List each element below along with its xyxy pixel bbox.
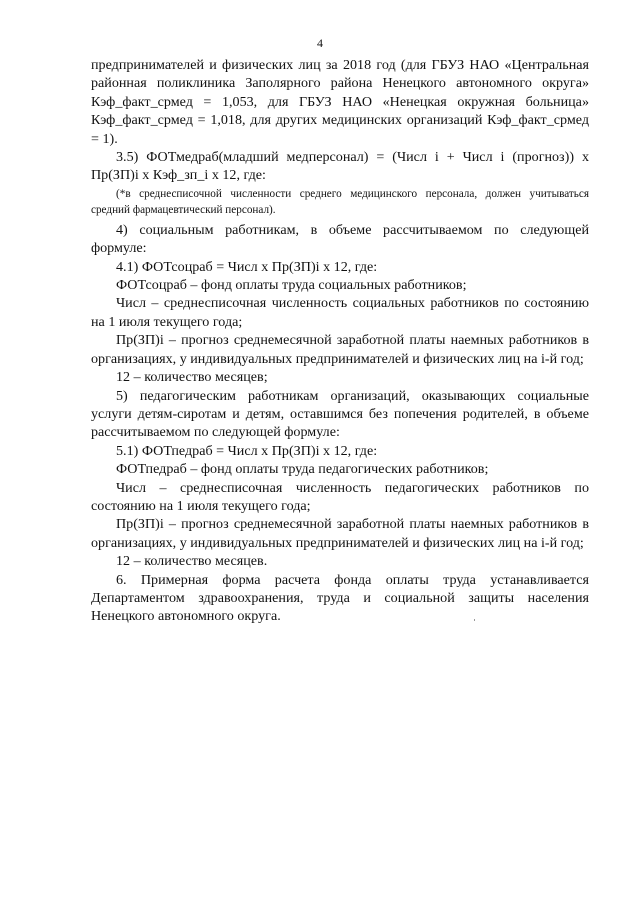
definition-fot-social: ФОТсоцраб – фонд оплаты труда социальных работников;	[116, 277, 467, 294]
footnote-pharmacy: (*в среднесписочной численности среднего медицинского персонала, должен учитываться средний фармацевтический персонал).	[91, 187, 589, 216]
formula-5-1: 5.1) ФОТпедраб = Числ х Пр(ЗП)i х 12, где:	[116, 442, 378, 459]
formula-4-1: 4.1) ФОТсоцраб = Числ х Пр(ЗП)i х 12, где:	[116, 258, 378, 275]
definition-headcount-pedagogical: Числ – среднесписочная численность педагогических работников по состоянию на 1 июля текущего года;	[91, 479, 589, 514]
item-5-pedagogical-workers: 5) педагогическим работникам организаций, оказывающих социальные услуги детям-сиротам и детям, оставшимся без попечения родителей, в объеме рассчитываемом по следующей формуле:	[91, 387, 589, 441]
definition-headcount-social: Числ – среднесписочная численность социальных работников по состоянию на 1 июля текущего года;	[91, 295, 589, 330]
paragraph-continuation: предпринимателей и физических лиц за 2018 год (для ГБУЗ НАО «Центральная районная поликлиника Заполярного района Ненецкого автономного округа» Кэф_факт_срмед = 1,053, для ГБУЗ НАО «Ненецкая окружная больница» Кэф_факт_срмед = 1,018, для других медицинских организаций Кэф_факт_срмед = 1).	[91, 57, 589, 147]
item-6-approximate-form: 6. Примерная форма расчета фонда оплаты труда устанавливается Департаментом здравоохранения, труда и социальной защиты населения Ненецкого автономного округа.	[91, 571, 589, 625]
definition-months-2: 12 – количество месяцев.	[116, 553, 268, 570]
definition-salary-forecast-1: Пр(ЗП)i – прогноз среднемесячной заработной платы наемных работников в организациях, у индивидуальных предпринимателей и физических лиц на i-й год;	[91, 332, 589, 367]
scan-dot	[474, 619, 475, 621]
formula-3-5: 3.5) ФОТмедраб(младший медперсонал) = (Числ i + Числ i (прогноз)) х Пр(ЗП)i х Кэф_зп_i х 12, где:	[91, 149, 589, 184]
item-4-social-workers: 4) социальным работникам, в объеме рассчитываемом по следующей формуле:	[91, 221, 589, 257]
body-text	[91, 56, 589, 626]
definition-fot-pedagogical: ФОТпедраб – фонд оплаты труда педагогических работников;	[116, 461, 489, 478]
definition-salary-forecast-2: Пр(ЗП)i – прогноз среднемесячной заработной платы наемных работников в организациях, у индивидуальных предпринимателей и физических лиц на i-й год;	[91, 516, 589, 551]
definition-months-1: 12 – количество месяцев;	[116, 369, 268, 386]
page-number: 4	[317, 36, 323, 50]
